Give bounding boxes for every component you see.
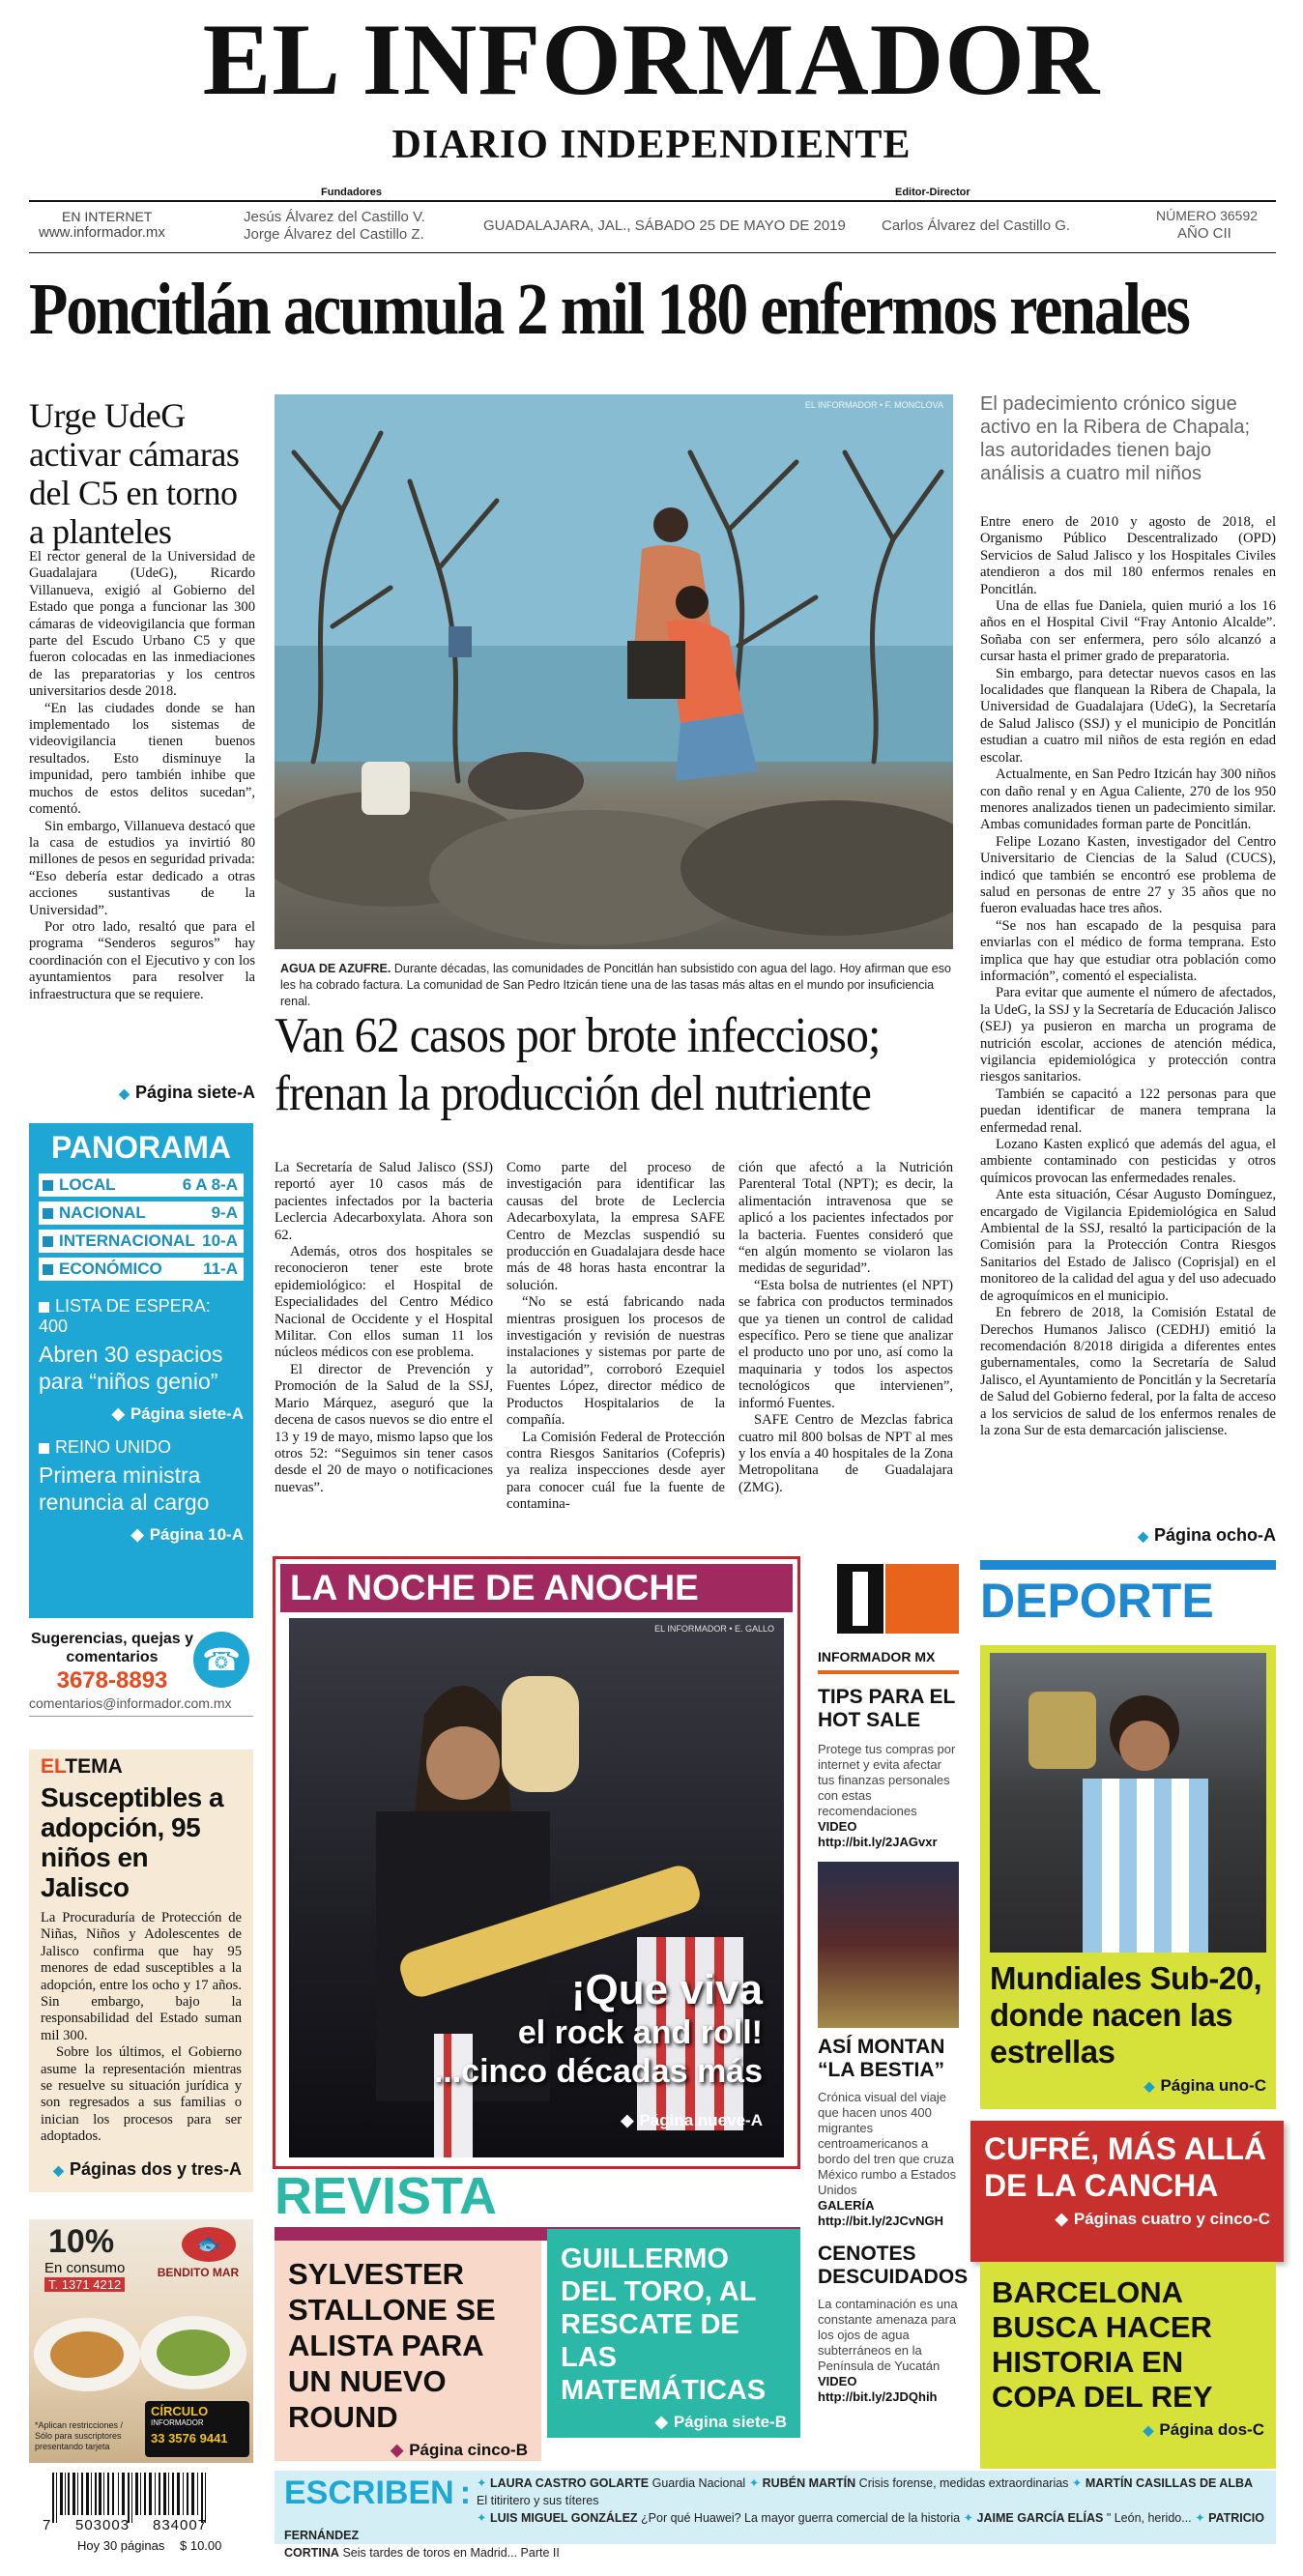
- eltema-label-el: EL: [41, 1755, 66, 1778]
- writer-entry[interactable]: [477, 2511, 960, 2525]
- mx-item-link[interactable]: http://bit.ly/2JCvNGH: [818, 2214, 944, 2228]
- panorama-title: PANORAMA: [50, 1130, 232, 1165]
- section-name: INTERNACIONAL: [59, 1231, 195, 1250]
- udeg-paragraph: El rector general de la Universidad de Guadalajara (UdeG), Ricardo Villanueva, exigió al Gobierno del Estado que ponga a funcionar las 300 cámaras de videovigilancia que forman parte del Escudo Urbano C5 y que fueron colocadas en las inmediaciones de las preparatorias y los centros universitarios desde 2018.: [29, 549, 255, 700]
- more-label: Página 10-A: [149, 1525, 244, 1544]
- mx-item-title[interactable]: ASÍ MONTAN “LA BESTIA”: [818, 2036, 945, 2081]
- more-label: Página nueve-A: [639, 2111, 763, 2129]
- writer-entry[interactable]: [964, 2511, 1192, 2525]
- writer-name: RUBÉN MARTÍN: [762, 2476, 856, 2490]
- renal-paragraph: Actualmente, en San Pedro Itzicán hay 300 niños con daño renal y en Agua Caliente, 270 de los 950 menores analizados tienen un padecimiento similar. Ambas comunidades forman parte de Poncitlán.: [980, 767, 1276, 833]
- renal-paragraph: Felipe Lozano Kasten, investigador del Centro Universitario de Ciencias de la Salud (CUCS), indicó que también se encontró ese problema de salud en personas de entre 27 y 35 años que no fueron evaluadas hace tres años.: [980, 833, 1276, 917]
- mx-item-link[interactable]: http://bit.ly/2JDQhih: [818, 2389, 938, 2404]
- issue-number: NÚMERO 36592: [1156, 208, 1259, 223]
- section-page: 11-A: [203, 1259, 238, 1278]
- brote-paragraph: Además, otros dos hospitales se reconocieron tener este brote epidemiológico: el Hospital de Especialidades del Centro Médico Nacional de Occidente y el Hospital Militar. Con ellos suman 11 los núcleos médicos con ese problema.: [275, 1244, 493, 1361]
- eltema-label: [41, 1755, 242, 1779]
- writer-topic: " León, herido...: [1106, 2511, 1192, 2525]
- noche-line-3: ...cinco décadas más: [433, 2053, 763, 2090]
- ad-phone: T. 1371 4212: [44, 2277, 125, 2292]
- photo-credit: EL INFORMADOR • F. MONCLOVA: [804, 400, 943, 410]
- brote-paragraph: ción que afectó a la Nutrición Parenteral Total (NPT); es decir, la alimentación intravenosa que se aplicó a los pacientes infectados por la bacteria. Fuentes consideró que “en algún momento se violaron las medidas de seguridad”.: [738, 1160, 953, 1277]
- photo-caption-text: Durante décadas, las comunidades de Poncitlán han subsistido con agua del lago. Hoy afirman que eso les ha cobrado factura. La comunidad de San Pedro Itzicán tiene una de las tasas más altas en el mundo por insuficiencia renal.: [280, 962, 951, 1008]
- ad-circulo-badge: [145, 2401, 249, 2457]
- writer-entry[interactable]: [749, 2476, 1069, 2490]
- barca-more-link[interactable]: [992, 2420, 1264, 2440]
- more-label: Página uno-C: [1160, 2076, 1266, 2095]
- barca-headline: BARCELONA BUSCA HACER HISTORIA EN COPA DEL REY: [992, 2275, 1213, 2414]
- triangle-icon: ◆: [1138, 1528, 1148, 1544]
- revista-item-1-more[interactable]: [288, 2441, 528, 2460]
- udeg-paragraph: “En las ciudades donde se han implementado los sistemas de videovigilancia tienen buenos resultados. Esto disminuye la impunidad, pero también inhibe que muchos de estos delitos sucedan”, comentó.: [29, 700, 255, 818]
- renal-paragraph: Sin embargo, para detectar nuevos casos en las localidades que flanquean la Ribera de Chapala, la Universidad de Guadalajara (UdeG), la Secretaría de Salud Jalisco (SSJ) y el municipio de Poncitlán estudian a cuatro mil niños de esta región en edad escolar.: [980, 665, 1276, 766]
- mx-item-title[interactable]: TIPS PARA EL HOT SALE: [818, 1686, 955, 1731]
- brote-col-2: [507, 1160, 725, 1514]
- brote-paragraph: “No se está fabricando nada mientras prosiguen los procesos de investigación y revisión de nuestras instalaciones y sistemas por parte de la autoridad”, corroboró Ezequiel Fuentes López, director médico de Productos Hospitalarios de la compañía.: [507, 1294, 725, 1429]
- main-photo[interactable]: [275, 394, 953, 949]
- photo-caption-bold: AGUA DE AZUFRE.: [280, 962, 391, 975]
- triangle-icon: ◆: [130, 1525, 144, 1544]
- ad-bendito-mar[interactable]: [29, 2219, 253, 2463]
- eltema-paragraph: La Procuraduría de Protección de Niñas, Niños y Adolescentes de Jalisco confirma que hay 95 menores de edad susceptibles a la adopción, entre los ocho y 17 años. Sin embargo, bajo la responsabilidad del Estado suman mil 300.: [41, 1910, 242, 2043]
- writer-name: JAIME GARCÍA ELÍAS: [976, 2511, 1104, 2525]
- brote-paragraph: La Secretaría de Salud Jalisco (SSJ) reportó ayer 10 casos más de pacientes infectados por la bacteria Leclercia Adecarboxylata. Ahora son 62.: [275, 1160, 493, 1243]
- mx-item-kind: VIDEO: [818, 2374, 857, 2388]
- kicker-text: LISTA DE ESPERA: 400: [39, 1296, 211, 1336]
- diamond-icon: ✦: [748, 2476, 760, 2490]
- square-icon: [43, 1180, 53, 1191]
- renal-paragraph: “Se nos han escapado de la pesquisa para enviarlas con el médico de forma temprana. Esto implica que hay que estudiar otra población como información”, comentó el especialista.: [980, 917, 1276, 984]
- barca-box[interactable]: [980, 2262, 1276, 2469]
- phone-icon[interactable]: ☎: [193, 1632, 249, 1688]
- mx-item-kind: VIDEO: [818, 1819, 857, 1834]
- footer-pages: Hoy 30 páginas: [77, 2538, 165, 2553]
- udeg-title[interactable]: Urge UdeG activar cámaras del C5 en torno a planteles: [29, 396, 240, 551]
- editor-name: Carlos Álvarez del Castillo G.: [882, 217, 1071, 234]
- circulo-title: CÍRCULO: [151, 2404, 209, 2418]
- renal-paragraph: Entre enero de 2010 y agosto de 2018, el Organismo Público Descentralizado (OPD) Servicios de Salud Jalisco y los Hospitales Civiles atendieron a dos mil 180 enfermos renales en Poncitlán.: [980, 514, 1276, 597]
- revista-item-1[interactable]: [275, 2241, 541, 2461]
- mx-item-kind: GALERÍA: [818, 2198, 875, 2213]
- more-label: Página siete-B: [673, 2413, 787, 2431]
- triangle-icon: ◆: [1055, 2210, 1068, 2228]
- brote-paragraph: “Esta bolsa de nutrientes (el NPT) se fabrica con productos terminados que ya tienen un control de calidad específico. Pero se tiene que analizar el producto uno por uno, así como la maquinaria y todos los aspectos tecnológicos que intervienen”, informó Fuentes.: [738, 1277, 953, 1411]
- more-label: Página cinco-B: [409, 2441, 528, 2459]
- writer-topic: ¿Por qué Huawei? La mayor guerra comercial de la historia: [641, 2511, 961, 2525]
- mx-item-title[interactable]: CENOTES DESCUIDADOS: [818, 2243, 969, 2288]
- footer-price: $ 10.00: [180, 2538, 222, 2553]
- triangle-icon: ◆: [1144, 2078, 1155, 2094]
- panorama-kicker-1: [39, 1296, 244, 1337]
- writer-name: PATRICIO FERNÁNDEZ: [284, 2511, 1264, 2542]
- brote-paragraph: La Comisión Federal de Protección contra Riesgos Sanitarios (Cofepris) ya realiza inspecciones desde ayer para conocer cuál fue la fuente de contamina-: [507, 1429, 725, 1513]
- udeg-more-label: Página siete-A: [134, 1083, 255, 1102]
- writer-topic: Crisis forense, medidas extraordinarias: [858, 2476, 1069, 2490]
- renal-more-label: Página ocho-A: [1153, 1525, 1276, 1545]
- section-name: ECONÓMICO: [59, 1259, 162, 1278]
- cortina-label: CORTINA: [284, 2546, 339, 2560]
- masthead-title: EL INFORMADOR: [202, 3, 1101, 116]
- mx-item-link[interactable]: http://bit.ly/2JAGvxr: [818, 1835, 938, 1849]
- section-name: NACIONAL: [59, 1203, 146, 1222]
- ad-percent: 10%: [48, 2223, 115, 2260]
- mx-item-text: La contaminación es una constante amenaza para los ojos de agua subterráneos en la Península de Yucatán: [818, 2297, 958, 2373]
- udeg-paragraph: Por otro lado, resaltó que para el programa “Senderos seguros” hay coordinación con el Ejecutivo y con los ayuntamientos para resolver la infraestructura que se requiere.: [29, 918, 255, 1002]
- panorama-section[interactable]: [39, 1173, 244, 1197]
- renal-more-link[interactable]: [980, 1525, 1276, 1546]
- revista-item-1-title: SYLVESTER STALLONE SE ALISTA PARA UN NUEVO ROUND: [288, 2257, 496, 2434]
- deporte-box[interactable]: [980, 1645, 1276, 2109]
- writer-entry[interactable]: [477, 2476, 745, 2490]
- internet-label: EN INTERNET: [62, 209, 153, 224]
- udeg-more-link[interactable]: [29, 1083, 255, 1103]
- informador-logo-icon: [818, 1560, 959, 1645]
- square-icon: [39, 1443, 49, 1454]
- renal-paragraph: También se capacitó a 122 personas para que puedan identificar de manera temprana la enfermedad renal.: [980, 1085, 1276, 1136]
- revista-item-2[interactable]: [547, 2229, 800, 2438]
- renal-deck: El padecimiento crónico sigue activo en la Ribera de Chapala; las autoridades tienen bajo análisis a cuatro mil niños: [980, 393, 1251, 484]
- udeg-paragraph: Sin embargo, Villanueva destacó que la casa de estudios ya invirtió 80 millones de pesos en seguridad privada: “Eso debería estar dedicado a otras acciones sustantivas de la Universidad”.: [29, 818, 255, 918]
- diamond-icon: ✦: [1195, 2511, 1205, 2525]
- eltema-body: [41, 1910, 242, 2146]
- photo-caption: [280, 961, 953, 1010]
- escriben-box: [275, 2471, 1276, 2560]
- noche-more-link[interactable]: [621, 2111, 763, 2130]
- founder-1: Jesús Álvarez del Castillo V.: [244, 209, 425, 225]
- eltema-title[interactable]: Susceptibles a adopción, 95 niños en Jalisco: [41, 1782, 224, 1902]
- noche-line-2: el rock and roll!: [517, 2014, 763, 2051]
- ad-note: *Aplican restricciones / Sólo para suscriptores presentando tarjeta: [35, 2420, 124, 2451]
- masthead-subtitle: DIARIO INDEPENDIENTE: [391, 123, 912, 167]
- panorama-item-2-title[interactable]: Primera ministra renuncia al cargo: [39, 1462, 210, 1515]
- cufre-headline: CUFRÉ, MÁS ALLÁ DE LA CANCHA: [984, 2131, 1267, 2203]
- diamond-icon: ✦: [477, 2476, 487, 2490]
- circulo-sub: INFORMADOR: [151, 2418, 204, 2427]
- player-illustration: [990, 1653, 1266, 1953]
- fish-logo-icon: 🐟: [182, 2227, 236, 2262]
- deporte-more-link[interactable]: [990, 2076, 1266, 2096]
- writer-name: LUIS MIGUEL GONZÁLEZ: [490, 2511, 638, 2525]
- issue-year: AÑO CII: [1177, 225, 1231, 242]
- contact-email[interactable]: comentarios@informador.com.mx: [29, 1695, 232, 1711]
- renal-paragraph: Una de ellas fue Daniela, quien murió a los 16 años en el Hospital Civil “Fray Antonio Alcalde”. Soñaba con ser enfermera, pero sólo alcanzó a cursar hasta el primer grado de preparatoria.: [980, 598, 1276, 665]
- renal-paragraph: Lozano Kasten explicó que además del agua, el ambiente contaminado con pesticidas y otros químicos provocan las enfermedades renales.: [980, 1137, 1276, 1186]
- section-page: 6 A 8-A: [182, 1175, 238, 1194]
- internet-url[interactable]: www.informador.mx: [39, 224, 165, 241]
- cortina-text: Seis tardes de toros en Madrid... Parte II: [342, 2546, 560, 2560]
- eltema-box: [29, 1750, 253, 2192]
- panorama-section[interactable]: [39, 1258, 244, 1281]
- escriben-label: ESCRIBEN: [284, 2475, 454, 2511]
- revista-item-2-title: GUILLERMO DEL TORO, AL RESCATE DE LAS MATEMÁTICAS: [561, 2243, 767, 2406]
- triangle-icon: ◆: [1143, 2422, 1154, 2438]
- mx-item-photo: [818, 1862, 959, 2028]
- barcode-left-digit: 7: [43, 2517, 51, 2533]
- contact-phone[interactable]: 3678-8893: [56, 1667, 168, 1693]
- brote-paragraph: Como parte del proceso de investigación para identificar las causas del brote de Leclercia Adecarboxylata, la empresa SAFE Centro de Mezclas suspendió su producción en Guadalajara desde hace más de 48 horas hasta encontrar la solución.: [507, 1160, 725, 1293]
- diamond-icon: ✦: [963, 2511, 974, 2525]
- founders-label: Fundadores: [321, 187, 382, 198]
- brote-col-1: [275, 1160, 493, 1496]
- lake-scene-illustration: [275, 394, 953, 949]
- renal-paragraph: Ante esta situación, César Augusto Domínguez, encargado de Vigilancia Epidemiológica en Salud Ambiental de la SSJ, resaltó la participación de la Comisión para la Protección Contra Riesgos Sanitarios del Estado de Jalisco (Coprisjal) en el monitoreo de la calidad del agua y del uso adecuado de agroquímicos en el municipio.: [980, 1187, 1276, 1304]
- mx-item-text: Protege tus compras por internet y evita afectar tus finanzas personales con estas recomendaciones: [818, 1742, 956, 1818]
- panorama-item-1-more[interactable]: [39, 1404, 244, 1424]
- contact-title: Sugerencias, quejas y comentarios: [30, 1631, 194, 1665]
- triangle-icon: ◆: [111, 1404, 125, 1423]
- udeg-body: [29, 549, 255, 1003]
- writer-topic: El titiritero y sus títeres: [477, 2494, 599, 2507]
- more-label: Página siete-A: [130, 1404, 244, 1423]
- founder-2: Jorge Álvarez del Castillo Z.: [244, 226, 424, 243]
- writer-topic: Guardia Nacional: [652, 2476, 746, 2490]
- triangle-icon: ◆: [119, 1085, 130, 1101]
- deporte-top-rule: [980, 1560, 1276, 1570]
- noche-line-1: ¡Que viva: [570, 1966, 763, 2013]
- square-icon: [43, 1264, 53, 1275]
- brote-paragraph: SAFE Centro de Mezclas fabrica cuatro mil 800 bolsas de NPT al mes y los envía a 40 hospitales de la Zona Metropolitana de Guadalajara (ZMG).: [738, 1412, 953, 1495]
- brote-headline[interactable]: Van 62 casos por brote infeccioso; frenan la producción del nutriente: [275, 1008, 881, 1121]
- cufre-more-link[interactable]: [984, 2210, 1270, 2229]
- revista-item-2-more[interactable]: [561, 2413, 787, 2432]
- writer-name: MARTÍN CASILLAS DE ALBA: [1085, 2476, 1254, 2490]
- food-illustration: [29, 2297, 253, 2413]
- square-icon: [43, 1236, 53, 1247]
- kicker-text: REINO UNIDO: [55, 1437, 172, 1457]
- square-icon: [43, 1208, 53, 1219]
- mx-item-text: Crónica visual del viaje que hacen unos 400 migrantes centroamericanos a bordo del tren que cruza México rumbo a Estados Unidos: [818, 2090, 957, 2197]
- panorama-section[interactable]: [39, 1230, 244, 1253]
- circulo-phone: 33 3576 9441: [151, 2431, 228, 2446]
- section-name: LOCAL: [59, 1175, 116, 1194]
- brote-col-3: [738, 1160, 953, 1496]
- ad-line: En consumo: [44, 2260, 126, 2276]
- eltema-label-tema: TEMA: [65, 1755, 123, 1778]
- deporte-title: DEPORTE: [980, 1574, 1214, 1628]
- main-headline[interactable]: Poncitlán acumula 2 mil 180 enfermos renales: [29, 269, 1189, 350]
- contact-box: [29, 1630, 253, 1717]
- panorama-item-1-title[interactable]: Abren 30 espacios para “niños genio”: [39, 1342, 223, 1394]
- triangle-icon: ◆: [654, 2413, 668, 2431]
- triangle-icon: ◆: [621, 2111, 634, 2129]
- more-label: Páginas cuatro y cinco-C: [1073, 2210, 1270, 2228]
- renal-paragraph: En febrero de 2018, la Comisión Estatal de Derechos Humanos Jalisco (CEDHJ) emitió la recomendación 8/2018 dirigida a diferentes entes gubernamentales, como la Secretaría de Salud Jalisco, el Ayuntamiento de Poncitlán y la Secretaría de Salud del Gobierno federal, por la falta de acceso a los servicios de salud de los enfermos renales de la zona Sur de esta demarcación jalisciense.: [980, 1305, 1276, 1438]
- revista-title: REVISTA: [275, 2167, 498, 2225]
- eltema-more-link[interactable]: [41, 2159, 242, 2180]
- panorama-kicker-2: [39, 1437, 244, 1458]
- triangle-icon: ◆: [53, 2161, 64, 2178]
- renal-paragraph: Para evitar que aumente el número de afectados, la UdeG, la SSJ y la Secretaría de Educación Jalisco (SEJ) ya pusieron en marcha un programa de nutrición escolar, acciones de atención médica, vigilancia epidemiológica y protección contra riesgos sanitarios.: [980, 985, 1276, 1085]
- renal-body: [980, 514, 1276, 1439]
- panorama-item-2-more[interactable]: [39, 1525, 244, 1545]
- eltema-paragraph: Sobre los últimos, el Gobierno asume la representación mientras se resuelve su situación jurídica y son regresados a sus familias o inician los procesos para ser adoptados.: [41, 2044, 242, 2145]
- cortina-line[interactable]: [284, 2544, 1266, 2562]
- deporte-photo: [990, 1653, 1266, 1953]
- diamond-icon: ✦: [1071, 2476, 1083, 2490]
- noche-photo: [289, 1618, 784, 2157]
- section-page: 10-A: [202, 1231, 238, 1250]
- editor-label: Editor-Director: [895, 187, 970, 198]
- barcode-mid-digits: 503003: [75, 2517, 130, 2533]
- more-label: Página dos-C: [1159, 2420, 1264, 2439]
- square-icon: [39, 1302, 49, 1313]
- noche-title-bar: [280, 1564, 793, 1612]
- dateline: GUADALAJARA, JAL., SÁBADO 25 DE MAYO DE 2019: [483, 217, 846, 234]
- informador-mx-column: [818, 1560, 969, 2404]
- panorama-section[interactable]: [39, 1201, 244, 1225]
- informador-mx-label: INFORMADOR MX: [818, 1649, 936, 1664]
- escriben-colon: :: [459, 2475, 472, 2511]
- noche-photo-credit: EL INFORMADOR • E. GALLO: [654, 1624, 774, 1634]
- ad-brand: BENDITO MAR: [157, 2266, 240, 2279]
- cufre-box[interactable]: [970, 2121, 1284, 2262]
- barcode-right-digits: 834007: [153, 2517, 208, 2533]
- deporte-headline[interactable]: Mundiales Sub-20, donde nacen las estrellas: [990, 1960, 1262, 2069]
- writer-name: LAURA CASTRO GOLARTE: [490, 2476, 650, 2490]
- panorama-box: [29, 1123, 253, 1618]
- more-label: Páginas dos y tres-A: [69, 2158, 242, 2179]
- triangle-icon: ◆: [391, 2441, 404, 2459]
- noche-box[interactable]: [273, 1556, 800, 2169]
- diamond-icon: ✦: [477, 2511, 487, 2525]
- section-page: 9-A: [211, 1203, 238, 1222]
- noche-title: LA NOCHE DE ANOCHE: [290, 1568, 699, 1607]
- brote-paragraph: El director de Prevención y Promoción de la Salud de la SSJ, Mario Márquez, aseguró que la decena de casos nuevos se dio entre el 13 y 19 de mayo, mismo lapso que los otros 52: “Seguimos sin tener casos desde el 20 de mayo o notificaciones nuevas”.: [275, 1361, 493, 1495]
